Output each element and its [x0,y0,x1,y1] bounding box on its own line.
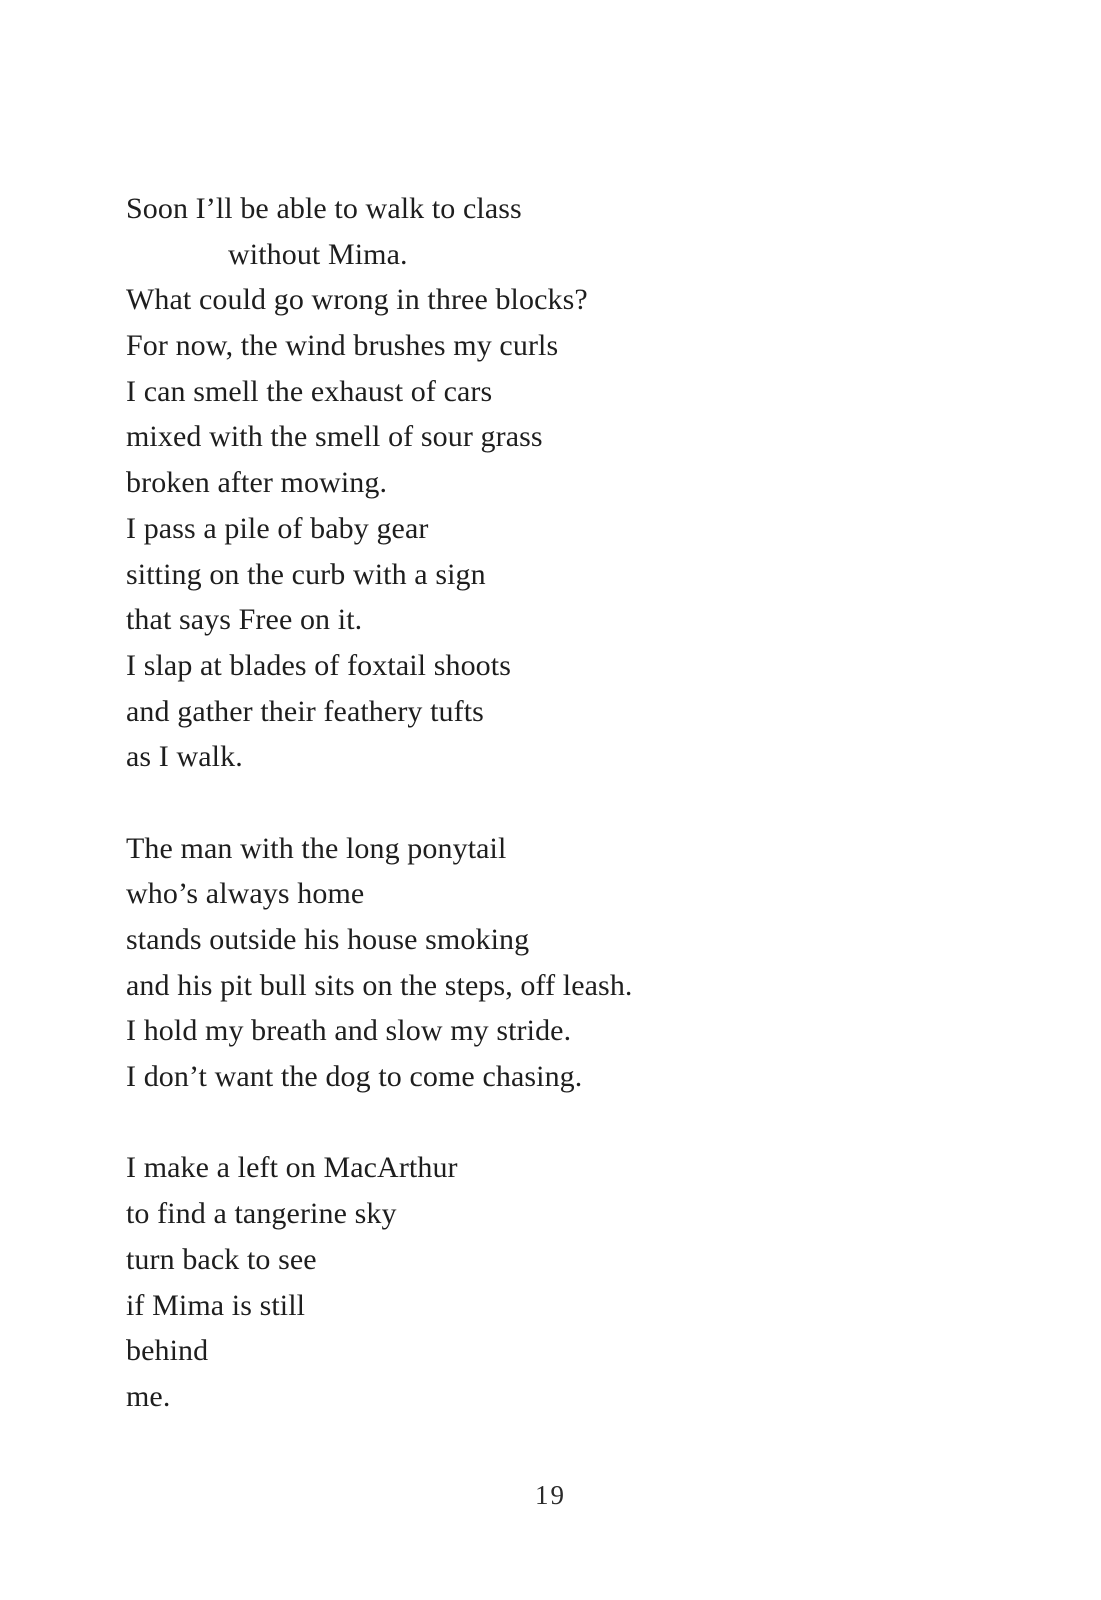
poem-line: broken after mowing. [126,466,388,500]
poem-line: mixed with the smell of sour grass [126,420,543,454]
poem-line-indented: without Mima. [228,237,408,271]
poem-line: and gather their feathery tufts [126,694,484,728]
stanza-break [126,1100,1026,1146]
poem-line: I can smell the exhaust of cars [126,374,493,408]
poem-line: who’s always home [126,877,365,911]
poem-line: The man with the long ponytail [126,831,507,865]
poem-line: if Mima is still [126,1288,306,1322]
poem-line: I don’t want the dog to come chasing. [126,1060,583,1094]
poem-line: I make a left on MacArthur [126,1151,458,1185]
poem-line: sitting on the curb with a sign [126,557,486,591]
stanza-2 [126,826,1026,1100]
poem-line: I hold my breath and slow my stride. [126,1014,572,1048]
poem-line: I slap at blades of foxtail shoots [126,648,511,682]
poem-body [126,186,1026,1420]
poem-line: stands outside his house smoking [126,923,530,956]
poem-line: I pass a pile of baby gear [126,511,429,545]
poem-line: For now, the wind brushes my curls [126,329,559,363]
poem-line: behind [126,1334,209,1368]
poem-line: me. [126,1379,171,1413]
poem-line: as I walk. [126,740,243,774]
poem-line: turn back to see [126,1242,317,1276]
page-number: 19 [535,1480,566,1510]
poem-line: to find a tangerine sky [126,1197,397,1231]
stanza-1 [126,186,1026,780]
stanza-3 [126,1145,1026,1419]
poem-line: that says Free on it. [126,603,363,637]
poem-line: What could go wrong in three blocks? [126,283,588,317]
poem-line: and his pit bull sits on the steps, off leash. [126,968,633,1002]
poem-line: Soon I’ll be able to walk to class [126,192,522,225]
stanza-break [126,780,1026,826]
